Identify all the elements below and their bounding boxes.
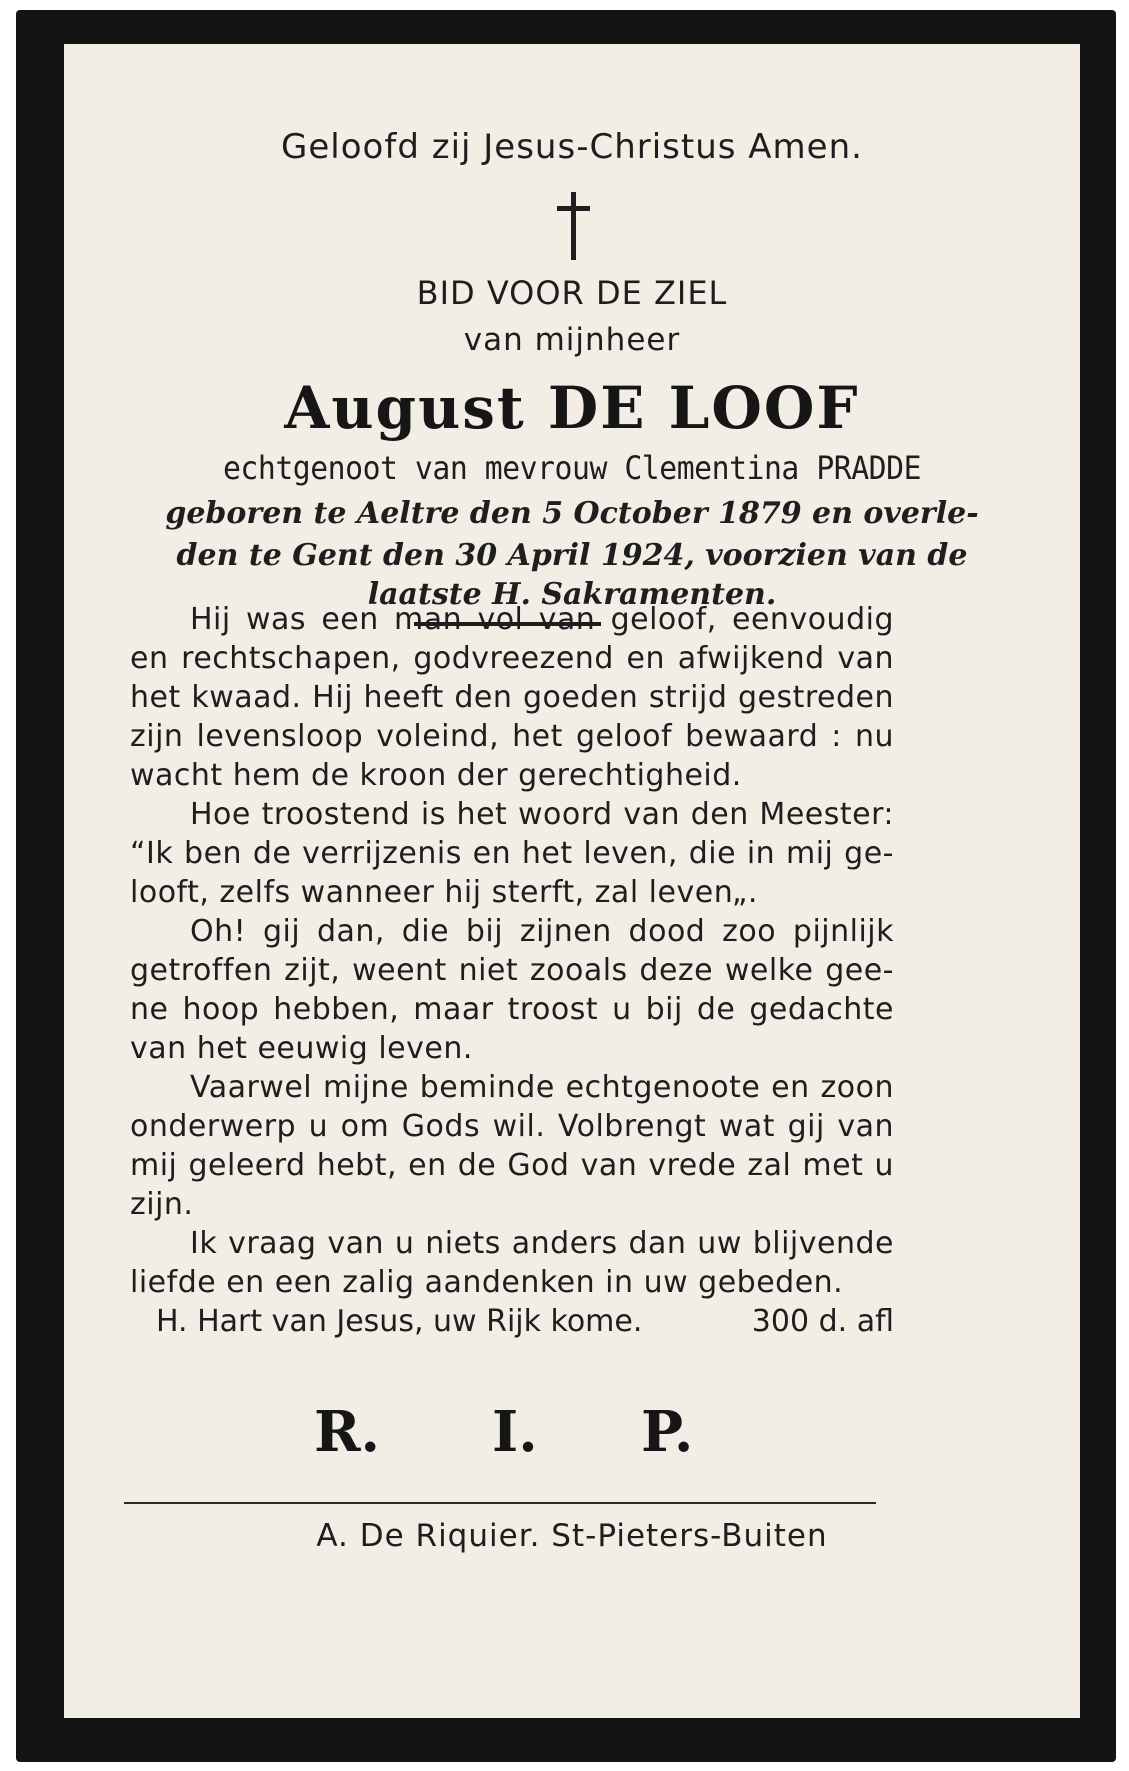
body-line: Vaarwel mijne beminde echtgenoote en zoon — [190, 1070, 894, 1105]
closing-line — [156, 1304, 894, 1339]
body-line: getroffen zijt, weent niet zooals deze welke gee- — [130, 953, 894, 988]
birth-death-line: geboren te Aeltre den 5 October 1879 en overle- — [165, 496, 979, 531]
footer-divider — [124, 1502, 876, 1504]
body-line: “Ik ben de verrijzenis en het leven, die in mij ge- — [130, 836, 894, 871]
printer-credit: A. De Riquier. St-Pieters-Buiten — [316, 1518, 828, 1554]
rip-letter: P. — [641, 1399, 694, 1465]
rip-letter: R. — [314, 1399, 381, 1465]
birth-death-line: laatste H. Sakramenten. — [367, 577, 777, 612]
header-prayer: Geloofd zij Jesus-Christus Amen. — [281, 127, 863, 167]
body-line: looft, zelfs wanneer hij sterft, zal leven„. — [130, 875, 758, 910]
body-line: wacht hem de kroon der gerechtigheid. — [130, 758, 742, 793]
body-line: zijn. — [130, 1187, 194, 1222]
body-line: ne hoop hebben, maar troost u bij de gedachte — [130, 992, 894, 1027]
memorial-card-paper — [64, 44, 1080, 1718]
body-line: en rechtschapen, godvreezend en afwijkend van — [130, 641, 894, 676]
birth-death-line: den te Gent den 30 April 1924, voorzien van de — [176, 538, 968, 573]
honorific: van mijnheer — [463, 322, 681, 358]
rip-letter: I. — [492, 1399, 538, 1465]
body-line: van het eeuwig leven. — [130, 1031, 473, 1066]
cross-icon — [554, 192, 594, 262]
body-line: het kwaad. Hij heeft den goeden strijd gestreden — [130, 680, 894, 715]
body-line: liefde en een zalig aandenken in uw gebeden. — [130, 1265, 844, 1300]
body-line: mij geleerd hebt, en de God van vrede zal met u — [130, 1148, 894, 1183]
memorial-card-border — [16, 10, 1116, 1762]
body-line: Hoe troostend is het woord van den Meester: — [190, 797, 894, 832]
spouse-line: echtgenoot van mevrouw Clementina PRADDE — [222, 449, 922, 487]
pray-for-soul-heading: BID VOOR DE ZIEL — [416, 274, 728, 312]
body-line: onderwerp u om Gods wil. Volbrengt wat gij van — [130, 1109, 894, 1144]
body-line: Oh! gij dan, die bij zijnen dood zoo pijnlijk — [190, 914, 894, 949]
body-line: zijn levensloop voleind, het geloof bewaard : nu — [130, 719, 894, 754]
closing-prayer: H. Hart van Jesus, uw Rijk kome. — [156, 1304, 643, 1339]
body-line: Hij was een man vol van geloof, eenvoudig — [190, 602, 894, 637]
deceased-name: August DE LOOF — [284, 374, 860, 442]
indulgence-note: 300 d. afl — [751, 1304, 894, 1339]
body-line: Ik vraag van u niets anders dan uw blijvende — [190, 1226, 894, 1261]
